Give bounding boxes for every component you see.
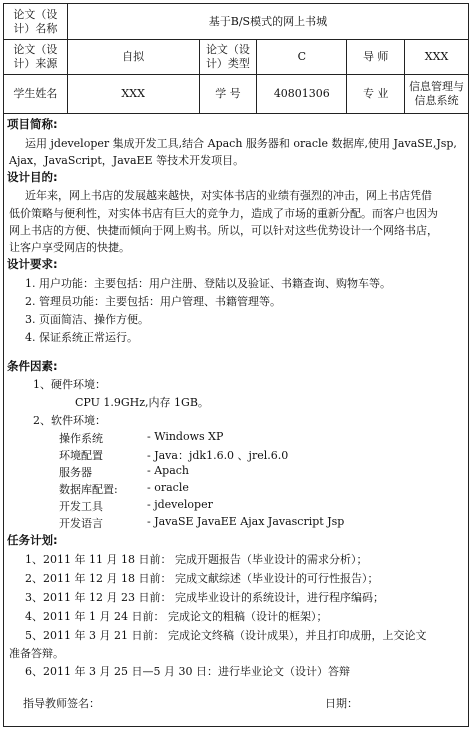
software-value: - Windows XP <box>147 430 224 443</box>
software-key: 数据库配置: <box>59 483 118 496</box>
topic-label-line1: 论文（设 <box>13 7 58 21</box>
plan-title: 任务计划: <box>7 533 58 547</box>
plan-item: 5、2011 年 3 月 21 日前： 完成论文终稿（设计成果），并且打印成册，上交论文 <box>25 629 427 642</box>
source-label-line1: 论文（设 <box>13 43 58 56</box>
date-label: 日期： <box>325 697 358 710</box>
type-value: C <box>257 40 347 75</box>
topic-label-line2: 计）名称 <box>13 21 58 35</box>
type-label-line2: 计）类型 <box>205 57 250 70</box>
software-value: - jdeveloper <box>147 498 213 511</box>
topic-label <box>4 4 68 40</box>
major-value-line2: 信息系统 <box>414 94 459 107</box>
requirement-item: 4. 保证系统正常运行。 <box>25 331 138 344</box>
student-value: XXX <box>67 75 199 114</box>
requirement-item: 2. 管理员功能：主要包括：用户管理、书籍管理等。 <box>25 295 281 308</box>
plan-item-continuation: 准备答辩。 <box>9 647 64 660</box>
requirement-item: 3. 页面简洁、操作方便。 <box>25 313 149 326</box>
major-label: 专 业 <box>347 75 405 114</box>
software-key: 开发语言 <box>59 517 103 530</box>
requirement-item: 1. 用户功能：主要包括：用户注册、登陆以及验证、书籍查询、购物车等。 <box>25 277 391 290</box>
topic-value: 基于B/S模式的网上书城 <box>67 4 468 40</box>
plan-item: 2、2011 年 12 月 18 日前： 完成文献综述（毕业设计的可行性报告）； <box>25 572 379 585</box>
signature-label: 指导教师签名： <box>23 697 100 710</box>
software-key: 开发工具 <box>59 500 103 513</box>
plan-item: 1、2011 年 11 月 18 日前： 完成开题报告（毕业设计的需求分析）； <box>25 553 368 566</box>
purpose-line-2: 低价策略与便利性，对实体书店有巨大的竞争力，造成了市场的重新分配。而客户也因为 <box>9 207 438 220</box>
intro-title: 项目简称: <box>7 117 58 131</box>
hardware-title: 1、硬件环境： <box>33 378 106 391</box>
plan-item: 3、2011 年 12 月 23 日前： 完成毕业设计的系统设计，进行程序编码； <box>25 591 384 604</box>
software-title: 2、软件环境： <box>33 414 106 427</box>
header-table <box>3 3 469 114</box>
type-label <box>199 40 257 75</box>
source-value: 自拟 <box>67 40 199 75</box>
software-value: - Apach <box>147 464 190 477</box>
purpose-line-4: 让客户享受网店的快捷。 <box>9 241 130 254</box>
software-value: - Java：jdk1.6.0 、jrel.6.0 <box>147 449 289 462</box>
student-label: 学生姓名 <box>4 75 68 114</box>
software-value: - oracle <box>147 481 189 494</box>
purpose-title: 设计目的: <box>7 170 58 184</box>
major-value-line1: 信息管理与 <box>409 80 465 93</box>
software-key: 服务器 <box>59 466 92 479</box>
software-key: 环境配置 <box>59 449 103 462</box>
purpose-line-1: 近年来，网上书店的发展越来越快，对实体书店的业绩有强烈的冲击，网上书店凭借 <box>25 189 432 202</box>
plan-item: 6、2011 年 3 月 25 日—5 月 30 日：进行毕业论文（设计）答辩 <box>25 665 350 678</box>
major-value <box>405 75 469 114</box>
source-label <box>4 40 68 75</box>
plan-item: 4、2011 年 1 月 24 日前： 完成论文的粗稿（设计的框架）； <box>25 610 328 623</box>
id-label: 学 号 <box>199 75 257 114</box>
requirements-title: 设计要求: <box>7 257 58 271</box>
intro-line-2: Ajax，JavaScript，JavaEE 等技术开发项目。 <box>9 154 245 167</box>
software-key: 操作系统 <box>59 432 103 445</box>
purpose-line-3: 网上书店的方便、快捷而倾向于网上购书。所以，可以针对这些优势设计一个网络书店， <box>9 224 438 237</box>
software-value: - JavaSE JavaEE Ajax Javascript Jsp <box>147 515 345 528</box>
source-label-line2: 计）来源 <box>13 57 58 70</box>
conditions-title: 条件因素: <box>7 359 58 373</box>
advisor-value: XXX <box>405 40 469 75</box>
intro-line-1: 运用 jdeveloper 集成开发工具,结合 Apach 服务器和 oracle 数据库,使用 JavaSE,Jsp, <box>25 137 457 150</box>
hardware-value: CPU 1.9GHz,内存 1GB。 <box>75 396 209 409</box>
id-value: 40801306 <box>257 75 347 114</box>
advisor-label: 导 师 <box>347 40 405 75</box>
type-label-line1: 论文（设 <box>205 43 250 56</box>
